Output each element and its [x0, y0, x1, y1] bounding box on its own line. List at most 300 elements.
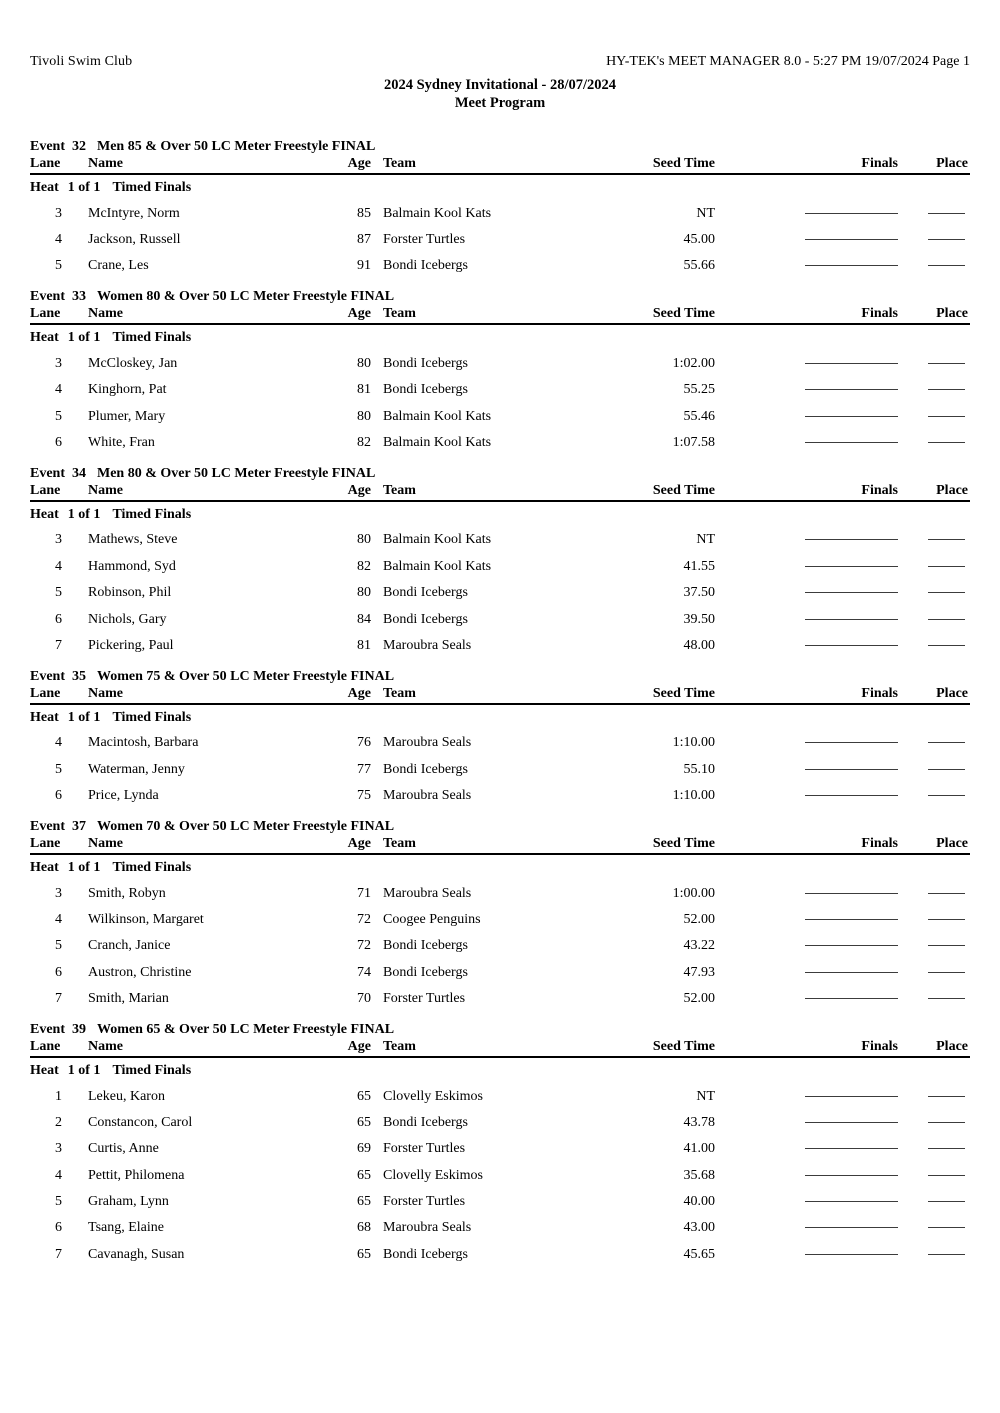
- entry-place-cell: [898, 1159, 970, 1179]
- col-age: Age: [347, 685, 371, 701]
- col-lane: Lane: [30, 156, 61, 171]
- finals-blank-line: [805, 893, 898, 894]
- entry-seed-time: NT: [696, 1088, 715, 1104]
- entry-seed-time: 1:02.00: [672, 355, 715, 371]
- entry-name: Smith, Robyn: [88, 885, 166, 901]
- entry-team: Bondi Icebergs: [383, 938, 468, 954]
- entry-row: [30, 930, 970, 956]
- col-lane: Lane: [30, 482, 61, 498]
- entry-name: White, Fran: [88, 435, 155, 451]
- finals-blank-line: [805, 1254, 898, 1255]
- heat-row: [30, 328, 970, 347]
- entry-finals-cell: [715, 982, 898, 1002]
- event-entries: [30, 1080, 970, 1265]
- place-blank-line: [928, 1122, 965, 1123]
- entry-place-cell: [898, 347, 970, 367]
- heat-type: Timed Finals: [112, 1062, 192, 1078]
- entry-lane: 3: [55, 885, 62, 901]
- entry-finals-cell: [715, 347, 898, 367]
- entry-team: Forster Turtles: [383, 991, 466, 1007]
- entry-name: Pickering, Paul: [88, 637, 174, 653]
- col-place: Place: [936, 1038, 968, 1054]
- entry-place-cell: [898, 524, 970, 544]
- entry-place-cell: [898, 956, 970, 976]
- entry-name: Mathews, Steve: [88, 532, 178, 548]
- heat-type: Timed Finals: [112, 709, 192, 725]
- entry-age: 87: [357, 232, 371, 248]
- entry-place-cell: [898, 1106, 970, 1126]
- heat-label: Heat: [30, 859, 59, 875]
- entry-seed-time: NT: [696, 532, 715, 548]
- entry-team: Bondi Icebergs: [383, 585, 468, 601]
- meet-title: 2024 Sydney Invitational - 28/07/2024: [383, 77, 617, 93]
- heat-label: Heat: [30, 506, 59, 522]
- finals-blank-line: [805, 265, 898, 266]
- entry-row: [30, 1080, 970, 1106]
- finals-blank-line: [805, 769, 898, 770]
- heat-row: [30, 1061, 970, 1080]
- entry-name: Lekeu, Karon: [88, 1088, 165, 1104]
- entry-lane: 5: [55, 1194, 62, 1210]
- entry-finals-cell: [715, 629, 898, 649]
- entry-finals-cell: [715, 903, 898, 923]
- entry-lane: 4: [55, 232, 62, 248]
- entry-lane: 6: [55, 435, 62, 451]
- entry-seed-time: 35.68: [683, 1167, 715, 1183]
- finals-blank-line: [805, 1201, 898, 1202]
- entry-lane: 4: [55, 558, 62, 574]
- finals-blank-line: [805, 1096, 898, 1097]
- program-title: Meet Program: [454, 95, 546, 111]
- col-age: Age: [347, 306, 371, 322]
- event-entries: [30, 347, 970, 453]
- heat-type: Timed Finals: [112, 859, 192, 875]
- entry-finals-cell: [715, 727, 898, 747]
- entry-name: Smith, Marian: [88, 991, 169, 1007]
- column-header-row: [30, 686, 970, 705]
- entry-place-cell: [898, 779, 970, 799]
- entry-name: Cavanagh, Susan: [88, 1246, 185, 1262]
- entry-age: 65: [357, 1167, 371, 1183]
- place-blank-line: [928, 213, 965, 214]
- entry-finals-cell: [715, 779, 898, 799]
- entry-seed-time: 47.93: [683, 964, 715, 980]
- entry-team: Bondi Icebergs: [383, 964, 468, 980]
- entry-name: Cranch, Janice: [88, 938, 171, 954]
- event-label: Event: [30, 818, 65, 834]
- event-section: [30, 464, 970, 656]
- entry-age: 85: [357, 205, 371, 221]
- entry-place-cell: [898, 930, 970, 950]
- club-name: Tivoli Swim Club: [30, 54, 133, 69]
- entry-seed-time: 37.50: [683, 585, 715, 601]
- entry-row: [30, 753, 970, 779]
- finals-blank-line: [805, 1148, 898, 1149]
- col-name: Name: [88, 835, 123, 851]
- entry-team: Balmain Kool Kats: [383, 408, 492, 424]
- heat-label: Heat: [30, 709, 59, 725]
- entry-place-cell: [898, 1080, 970, 1100]
- place-blank-line: [928, 239, 965, 240]
- event-label: Event: [30, 289, 65, 305]
- entry-age: 70: [357, 991, 371, 1007]
- entry-row: [30, 374, 970, 400]
- finals-blank-line: [805, 213, 898, 214]
- heat-number: 1 of 1: [67, 506, 101, 522]
- col-lane: Lane: [30, 835, 61, 851]
- entry-age: 69: [357, 1141, 371, 1157]
- entry-team: Maroubra Seals: [383, 637, 472, 653]
- event-description: Women 70 & Over 50 LC Meter Freestyle FINAL: [97, 818, 395, 834]
- entry-place-cell: [898, 374, 970, 394]
- place-blank-line: [928, 416, 965, 417]
- entry-row: [30, 1159, 970, 1185]
- entry-finals-cell: [715, 524, 898, 544]
- col-place: Place: [936, 156, 968, 171]
- event-number: 34: [72, 465, 86, 481]
- entry-age: 82: [357, 435, 371, 451]
- entry-finals-cell: [715, 400, 898, 420]
- entry-name: Wilkinson, Margaret: [88, 911, 204, 927]
- entry-seed-time: 43.78: [683, 1114, 715, 1130]
- place-blank-line: [928, 945, 965, 946]
- entry-name: McCloskey, Jan: [88, 355, 178, 371]
- event-number: 39: [72, 1021, 86, 1037]
- entry-row: [30, 903, 970, 929]
- entry-lane: 6: [55, 788, 62, 804]
- col-name: Name: [88, 482, 123, 498]
- entry-name: Nichols, Gary: [88, 611, 167, 627]
- entry-finals-cell: [715, 930, 898, 950]
- entry-age: 71: [357, 885, 371, 901]
- finals-blank-line: [805, 998, 898, 999]
- heat-row: [30, 858, 970, 877]
- entry-lane: 3: [55, 1141, 62, 1157]
- place-blank-line: [928, 389, 965, 390]
- finals-blank-line: [805, 945, 898, 946]
- heat-type: Timed Finals: [112, 180, 192, 195]
- entry-lane: 4: [55, 1167, 62, 1183]
- entry-finals-cell: [715, 250, 898, 270]
- entry-name: Macintosh, Barbara: [88, 735, 199, 751]
- entry-lane: 5: [55, 761, 62, 777]
- finals-blank-line: [805, 972, 898, 973]
- place-blank-line: [928, 442, 965, 443]
- entry-name: Crane, Les: [88, 258, 149, 274]
- heat-label: Heat: [30, 1062, 59, 1078]
- entry-name: McIntyre, Norm: [88, 205, 180, 221]
- col-seed-time: Seed Time: [652, 306, 715, 322]
- entry-team: Maroubra Seals: [383, 788, 472, 804]
- entry-row: [30, 1212, 970, 1238]
- finals-blank-line: [805, 539, 898, 540]
- entry-name: Tsang, Elaine: [88, 1220, 164, 1236]
- entry-finals-cell: [715, 1238, 898, 1258]
- entry-team: Maroubra Seals: [383, 735, 472, 751]
- place-blank-line: [928, 742, 965, 743]
- place-blank-line: [928, 645, 965, 646]
- finals-blank-line: [805, 592, 898, 593]
- finals-blank-line: [805, 239, 898, 240]
- entry-seed-time: 41.55: [683, 558, 715, 574]
- col-team: Team: [383, 482, 416, 498]
- entry-row: [30, 1133, 970, 1159]
- entry-seed-time: 55.10: [683, 761, 715, 777]
- place-blank-line: [928, 619, 965, 620]
- entry-row: [30, 629, 970, 655]
- entry-place-cell: [898, 223, 970, 243]
- entry-place-cell: [898, 753, 970, 773]
- entry-team: Clovelly Eskimos: [383, 1167, 483, 1183]
- entry-age: 81: [357, 382, 371, 398]
- entry-finals-cell: [715, 426, 898, 446]
- entry-place-cell: [898, 903, 970, 923]
- event-title: [30, 817, 970, 836]
- entry-name: Pettit, Philomena: [88, 1167, 185, 1183]
- column-header-row: [30, 1039, 970, 1058]
- entry-age: 80: [357, 408, 371, 424]
- entry-place-cell: [898, 250, 970, 270]
- entry-seed-time: 52.00: [683, 911, 715, 927]
- entry-age: 80: [357, 585, 371, 601]
- entry-age: 65: [357, 1246, 371, 1262]
- entry-name: Waterman, Jenny: [88, 761, 185, 777]
- entry-lane: 4: [55, 382, 62, 398]
- entry-row: [30, 524, 970, 550]
- col-place: Place: [936, 306, 968, 322]
- col-finals: Finals: [861, 306, 898, 322]
- col-team: Team: [383, 1038, 416, 1054]
- event-title: [30, 667, 970, 686]
- entry-row: [30, 779, 970, 805]
- entry-team: Coogee Penguins: [383, 911, 481, 927]
- entry-finals-cell: [715, 1080, 898, 1100]
- entry-row: [30, 956, 970, 982]
- entry-lane: 3: [55, 205, 62, 221]
- entry-age: 72: [357, 938, 371, 954]
- entry-name: Jackson, Russell: [88, 232, 181, 248]
- event-label: Event: [30, 139, 65, 154]
- place-blank-line: [928, 1096, 965, 1097]
- entry-finals-cell: [715, 956, 898, 976]
- entry-age: 80: [357, 532, 371, 548]
- col-place: Place: [936, 835, 968, 851]
- entry-row: [30, 577, 970, 603]
- col-finals: Finals: [861, 1038, 898, 1054]
- entry-lane: 7: [55, 991, 62, 1007]
- entry-lane: 6: [55, 964, 62, 980]
- entry-finals-cell: [715, 1133, 898, 1153]
- place-blank-line: [928, 998, 965, 999]
- entry-name: Graham, Lynn: [88, 1194, 169, 1210]
- entry-place-cell: [898, 603, 970, 623]
- event-entries: [30, 524, 970, 656]
- event-section: [30, 667, 970, 806]
- report-generated-info: HY-TEK's MEET MANAGER 8.0 - 5:27 PM 19/07/2024 Page 1: [606, 54, 970, 69]
- place-blank-line: [928, 1227, 965, 1228]
- entry-row: [30, 1238, 970, 1264]
- entry-team: Balmain Kool Kats: [383, 205, 492, 221]
- entry-seed-time: 40.00: [683, 1194, 715, 1210]
- entry-team: Bondi Icebergs: [383, 382, 468, 398]
- entry-finals-cell: [715, 374, 898, 394]
- heat-type: Timed Finals: [112, 330, 192, 346]
- entry-age: 77: [357, 761, 371, 777]
- event-description: Men 85 & Over 50 LC Meter Freestyle FINAL: [97, 139, 376, 154]
- entry-seed-time: 1:10.00: [672, 735, 715, 751]
- col-lane: Lane: [30, 685, 61, 701]
- event-number: 33: [72, 289, 86, 305]
- entry-name: Austron, Christine: [88, 964, 192, 980]
- entry-finals-cell: [715, 577, 898, 597]
- entry-lane: 7: [55, 637, 62, 653]
- entry-lane: 3: [55, 355, 62, 371]
- entry-row: [30, 250, 970, 276]
- entry-seed-time: 48.00: [683, 637, 715, 653]
- entry-age: 82: [357, 558, 371, 574]
- entry-place-cell: [898, 1212, 970, 1232]
- event-title: [30, 137, 970, 156]
- event-description: Men 80 & Over 50 LC Meter Freestyle FINAL: [97, 465, 376, 481]
- col-name: Name: [88, 156, 123, 171]
- entry-seed-time: 1:00.00: [672, 885, 715, 901]
- entry-seed-time: 1:07.58: [672, 435, 715, 451]
- entry-finals-cell: [715, 1212, 898, 1232]
- entry-place-cell: [898, 1133, 970, 1153]
- entry-team: Bondi Icebergs: [383, 1246, 468, 1262]
- entry-lane: 7: [55, 1246, 62, 1262]
- entry-seed-time: 1:10.00: [672, 788, 715, 804]
- entry-row: [30, 550, 970, 576]
- col-lane: Lane: [30, 306, 61, 322]
- entry-lane: 1: [55, 1088, 62, 1104]
- col-seed-time: Seed Time: [652, 1038, 715, 1054]
- entry-seed-time: 55.46: [683, 408, 715, 424]
- col-lane: Lane: [30, 1038, 61, 1054]
- place-blank-line: [928, 769, 965, 770]
- entry-place-cell: [898, 197, 970, 217]
- event-entries: [30, 727, 970, 806]
- col-finals: Finals: [861, 482, 898, 498]
- col-place: Place: [936, 685, 968, 701]
- heat-number: 1 of 1: [67, 859, 101, 875]
- entry-lane: 3: [55, 532, 62, 548]
- place-blank-line: [928, 1201, 965, 1202]
- entry-team: Forster Turtles: [383, 1194, 466, 1210]
- entry-age: 91: [357, 258, 371, 274]
- finals-blank-line: [805, 1122, 898, 1123]
- entry-lane: 6: [55, 1220, 62, 1236]
- event-description: Women 80 & Over 50 LC Meter Freestyle FINAL: [97, 289, 395, 305]
- entry-age: 72: [357, 911, 371, 927]
- place-blank-line: [928, 539, 965, 540]
- entry-team: Balmain Kool Kats: [383, 532, 492, 548]
- entry-seed-time: NT: [696, 205, 715, 221]
- col-team: Team: [383, 835, 416, 851]
- entry-age: 65: [357, 1194, 371, 1210]
- event-title: [30, 287, 970, 306]
- heat-row: [30, 178, 970, 197]
- col-seed-time: Seed Time: [652, 835, 715, 851]
- entry-team: Bondi Icebergs: [383, 355, 468, 371]
- entry-lane: 6: [55, 611, 62, 627]
- heat-number: 1 of 1: [67, 1062, 101, 1078]
- col-name: Name: [88, 306, 123, 322]
- finals-blank-line: [805, 442, 898, 443]
- entry-team: Balmain Kool Kats: [383, 435, 492, 451]
- entry-team: Forster Turtles: [383, 1141, 466, 1157]
- entry-lane: 4: [55, 735, 62, 751]
- entry-seed-time: 52.00: [683, 991, 715, 1007]
- heat-number: 1 of 1: [67, 330, 101, 346]
- event-label: Event: [30, 1021, 65, 1037]
- entry-team: Balmain Kool Kats: [383, 558, 492, 574]
- place-blank-line: [928, 893, 965, 894]
- finals-blank-line: [805, 389, 898, 390]
- entry-lane: 5: [55, 258, 62, 274]
- entry-name: Robinson, Phil: [88, 585, 172, 601]
- col-finals: Finals: [861, 835, 898, 851]
- entry-row: [30, 347, 970, 373]
- event-label: Event: [30, 465, 65, 481]
- event-title: [30, 464, 970, 483]
- entry-row: [30, 426, 970, 452]
- entry-row: [30, 223, 970, 249]
- entry-lane: 2: [55, 1114, 62, 1130]
- event-number: 35: [72, 668, 86, 684]
- heat-row: [30, 505, 970, 524]
- entry-age: 65: [357, 1114, 371, 1130]
- entry-seed-time: 55.66: [683, 258, 715, 274]
- heat-number: 1 of 1: [67, 709, 101, 725]
- event-section: [30, 817, 970, 1009]
- place-blank-line: [928, 363, 965, 364]
- finals-blank-line: [805, 566, 898, 567]
- entry-finals-cell: [715, 1159, 898, 1179]
- entry-age: 76: [357, 735, 371, 751]
- col-age: Age: [347, 835, 371, 851]
- place-blank-line: [928, 1254, 965, 1255]
- entry-place-cell: [898, 877, 970, 897]
- entry-seed-time: 45.00: [683, 232, 715, 248]
- event-description: Women 65 & Over 50 LC Meter Freestyle FINAL: [97, 1021, 395, 1037]
- col-seed-time: Seed Time: [652, 482, 715, 498]
- event-entries: [30, 877, 970, 1009]
- event-title: [30, 1020, 970, 1039]
- entry-finals-cell: [715, 197, 898, 217]
- entry-row: [30, 197, 970, 223]
- entry-lane: 5: [55, 408, 62, 424]
- entry-age: 84: [357, 611, 371, 627]
- finals-blank-line: [805, 416, 898, 417]
- entry-seed-time: 45.65: [683, 1246, 715, 1262]
- col-age: Age: [347, 1038, 371, 1054]
- finals-blank-line: [805, 1227, 898, 1228]
- entry-finals-cell: [715, 877, 898, 897]
- event-entries: [30, 197, 970, 276]
- entry-place-cell: [898, 400, 970, 420]
- entry-seed-time: 41.00: [683, 1141, 715, 1157]
- entry-team: Maroubra Seals: [383, 1220, 472, 1236]
- finals-blank-line: [805, 795, 898, 796]
- entry-row: [30, 982, 970, 1008]
- place-blank-line: [928, 972, 965, 973]
- heat-label: Heat: [30, 330, 59, 346]
- entry-seed-time: 39.50: [683, 611, 715, 627]
- place-blank-line: [928, 566, 965, 567]
- column-header-row: [30, 306, 970, 325]
- finals-blank-line: [805, 742, 898, 743]
